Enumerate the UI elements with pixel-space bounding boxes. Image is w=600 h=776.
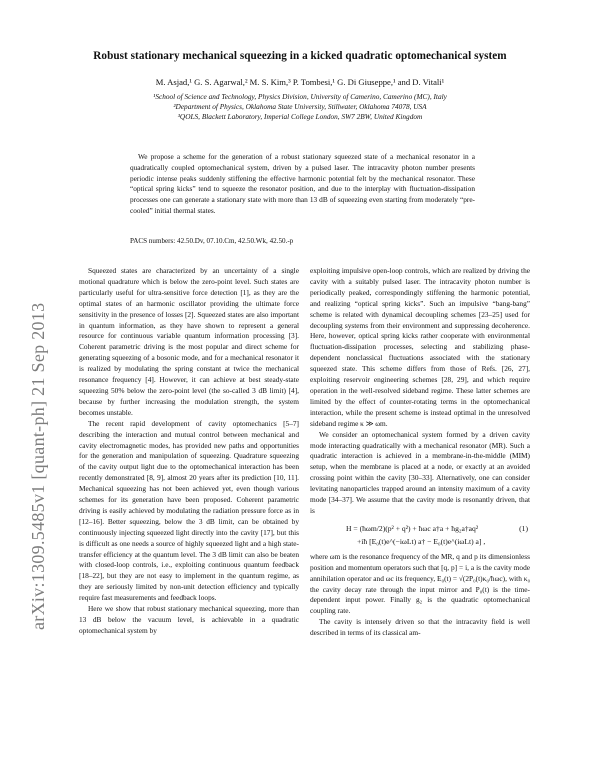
- affiliation-1: ¹School of Science and Technology, Physics Division, University of Camerino, Camerino (MC), Italy: [153, 92, 447, 101]
- abstract: We propose a scheme for the generation of a robust stationary squeezed state of a mechanical resonator in a quadratically coupled optomechanical system, driven by a pulsed laser. The intracavity photon number presents periodic intense peaks suddenly stiffening the effective harmonic potential felt by the mechanical resonator. These “optical spring kicks” tend to squeeze the resonator position, and due to the interplay with fluctuation-dissipation processes one can generate a stationary state with more than 13 dB of squeezing even starting from moderately “pre-cooled” initial thermal states.: [130, 152, 475, 215]
- paper-title: Robust stationary mechanical squeezing in a kicked quadratic optomechanical system: [93, 50, 507, 62]
- paragraph: Squeezed states are characterized by an uncertainty of a single motional quadrature which is below the zero-point level. Such states are particularly useful for ultra-sensitive force detection [1], as they are the optimal states of an harmonic oscillator providing the ultimate force sensitivity in the presence of losses [2]. Squeezed states are also important in quantum information, as they have shown to represent a general resource for continuous variable quantum information processing [3]. Coherent parametric driving is the most popular and direct scheme for generating squeezing of a bosonic mode, and for a mechanical resonator it is realized by modulating the spring constant at twice the mechanical resonance frequency [4]. However, it can achieve at best steady-state squeezing 50% below the zero-point level (the so-called 3 dB limit) [4], because by further increasing the modulation strength, the system becomes unstable.: [79, 266, 299, 417]
- arxiv-identifier: arXiv:1309.5485v1 [quant-ph] 21 Sep 2013: [28, 302, 48, 630]
- affiliation-2: ²Department of Physics, Oklahoma State University, Stillwater, Oklahoma 74078, USA: [173, 102, 427, 111]
- right-column: [310, 266, 530, 639]
- equation-number: (1): [519, 523, 528, 533]
- paragraph: We consider an optomechanical system formed by a driven cavity mode interacting quadratically with a mechanical resonator (MR). Such a quadratic interaction is achieved in a membrane-in-the-middle (MIM) setup, when the membrane is placed at a node, or exactly at an avoided crossing point within the cavity [30–33]. Alternatively, one can consider levitating nanoparticles trapped around an intensity maximum of a cavity mode [34–37]. We assume that the cavity mode is resonantly driven, that is: [310, 429, 530, 515]
- paragraph: Here we show that robust stationary mechanical squeezing, more than 13 dB below the vacuum level, is achievable in a quadratic optomechanical system by: [79, 604, 299, 635]
- pacs-numbers: PACS numbers: 42.50.Dv, 07.10.Cm, 42.50.Wk, 42.50.-p: [130, 237, 294, 245]
- left-column: [79, 266, 299, 637]
- paragraph: exploiting impulsive open-loop controls, which are realized by driving the cavity with a suitably pulsed laser. The intracavity photon number is periodically peaked, correspondingly stiffening the harmonic potential, and realizing “optical spring kicks”. Such an impulsive “bang-bang” scheme is related with dynamical decoupling schemes [23–25] used for decoupling systems from their environment and suppressing decoherence. Here, however, optical spring kicks rather cooperate with environmental fluctuation-dissipation processes, selecting and stabilizing phase-dependent nonclassical fluctuations associated with the stationary squeezed state. This scheme differs from those of Refs. [26, 27], exploiting reservoir engineering schemes [28, 29], and which require operation in the well-resolved sideband regime. These latter schemes are limited by the effect of counter-rotating terms in the optomechanical interaction, while the present scheme is instead optimal in the unresolved sideband regime κ ≫ ωm.: [310, 266, 530, 428]
- paragraph: where ωm is the resonance frequency of the MR, q and p its dimensionless position and momentum operators such that [q, p] = i, a is the cavity mode annihilation operator and ωc its frequency, E₀(t) = √(2P₀(t)κ₀/ħωc), with κ₀ the cavity decay rate through the input mirror and P₀(t) is the time-dependent input power. Finally g₂ is the quadratic optomechanical coupling rate.: [310, 551, 530, 616]
- equation-line-2: +iħ [E₀(t)e^(−iωLt) a† − E₀(t)e^(iωLt) a] ,: [357, 536, 486, 546]
- paragraph: The cavity is intensely driven so that the intracavity field is well described in terms of its classical am-: [310, 617, 530, 638]
- equation-line-1: H = (ħωm/2)(p² + q²) + ħωc a†a + ħg₂a†aq²: [346, 523, 479, 533]
- paragraph: The recent rapid development of cavity optomechanics [5–7] describing the interaction and mutual control between mechanical and cavity electromagnetic modes, has provided new paths and opportunities for the generation and manipulation of squeezing. Quadrature squeezing of the cavity output light due to the optomechanical interaction has been recently demonstrated [8, 9], almost 20 years after its prediction [10, 11]. Mechanical squeezing has not been achieved yet, even though various schemes for its generation have been proposed. Coherent parametric driving is easily achieved by modulating the radiation pressure force as in [12–16]. Better squeezing, below the 3 dB limit, can be obtained by continuously injecting squeezed light directly into the cavity [17], but this is difficult as one needs a source of highly squeezed light and a high state-transfer efficiency at the quantum level. The 3 dB limit can also be beaten with closed-loop controls, i.e., exploiting continuous quantum feedback [18–22], but they are not easy to implement in the quantum regime, as they are seriously limited by non-unit detection efficiency and typically require fast measurements and feedback loops.: [79, 418, 299, 603]
- affiliation-3: ³QOLS, Blackett Laboratory, Imperial College London, SW7 2BW, United Kingdom: [177, 112, 423, 121]
- hamiltonian-equation: [310, 522, 530, 548]
- author-list: M. Asjad,¹ G. S. Agarwal,² M. S. Kim,³ P. Tombesi,¹ G. Di Giuseppe,¹ and D. Vitali¹: [155, 77, 445, 87]
